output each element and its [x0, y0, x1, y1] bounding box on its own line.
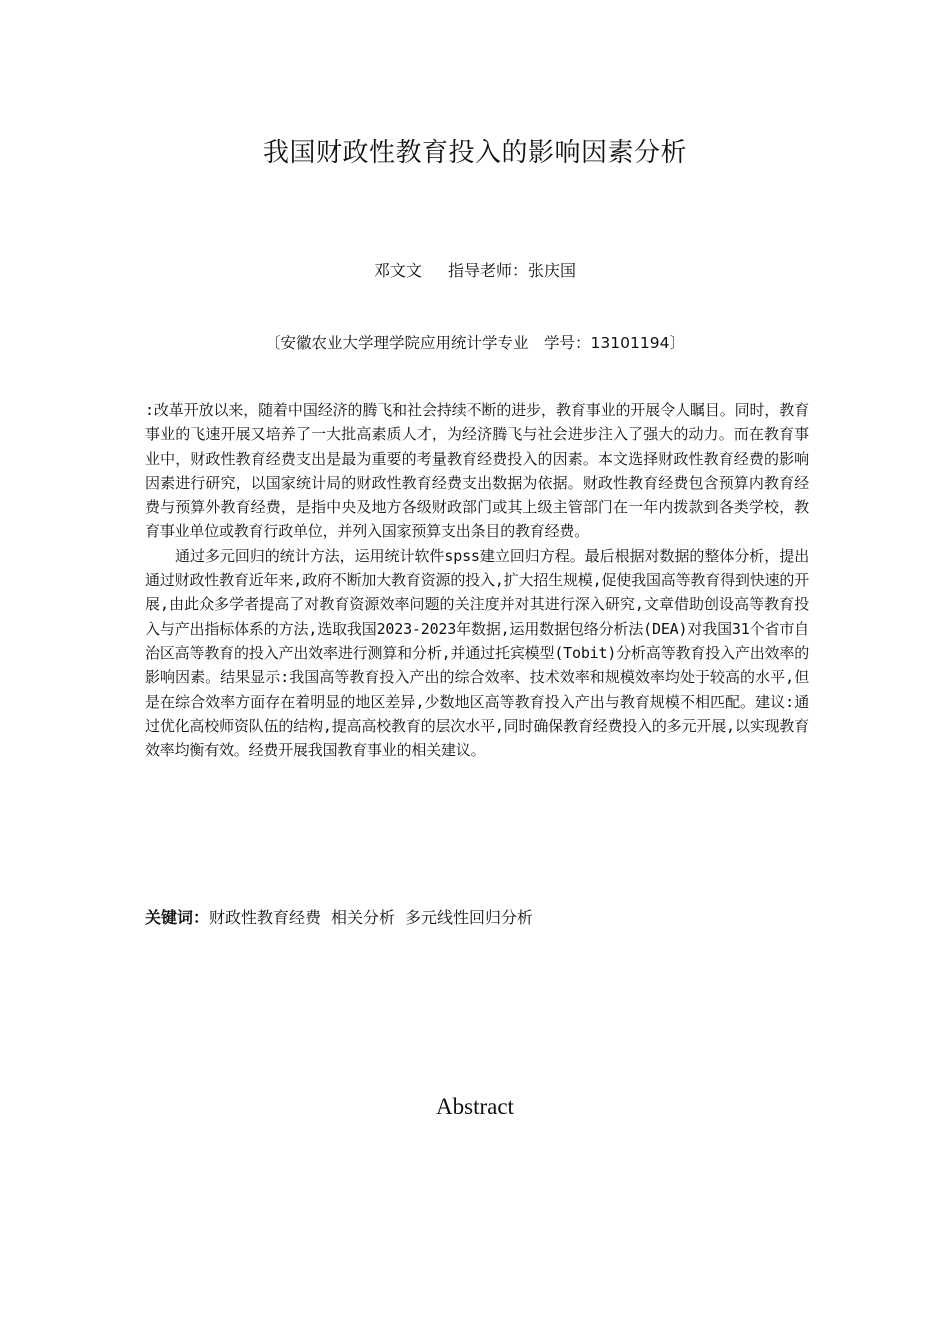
keywords-label: 关键词：	[145, 908, 210, 927]
author-line	[0, 258, 950, 281]
keywords-line	[145, 905, 809, 928]
advisor-name: 指导老师：张庆国	[448, 261, 577, 280]
abstract-heading: Abstract	[436, 1094, 514, 1119]
keyword: 多元线性回归分析	[405, 908, 534, 927]
keyword: 财政性教育经费	[209, 908, 322, 927]
author-name: 邓文文	[373, 261, 422, 280]
affiliation: 〔安徽农业大学理学院应用统计学专业 学号：13101194〕	[265, 334, 685, 352]
keyword: 相关分析	[331, 908, 396, 927]
paper-title: 我国财政性教育投入的影响因素分析	[262, 138, 687, 168]
abstract-body	[145, 398, 809, 762]
abstract-paragraph: 通过多元回归的统计方法，运用统计软件spss建立回归方程。最后根据对数据的整体分析，提出通过财政性教育近年来,政府不断加大教育资源的投入,扩大招生规模,促使我国高等教育得到快速的开展,由此众多学者提高了对教育资源效率问题的关注度并对其进行深入研究,文章借助创设高等教育投入与产出指标体系的方法,选取我国2023-2023年数据,运用数据包络分析法(DEA)对我国31个省市自治区高等教育的投入产出效率进行测算和分析,并通过托宾模型(Tobit)分析高等教育投入产出效率的影响因素。结果显示:我国高等教育投入产出的综合效率、技术效率和规模效率均处于较高的水平,但是在综合效率方面存在着明显的地区差异,少数地区高等教育投入产出与教育规模不相匹配。建议:通过优化高校师资队伍的结构,提高高校教育的层次水平,同时确保教育经费投入的多元开展,以实现教育效率均衡有效。经费开展我国教育事业的相关建议。	[145, 546, 809, 760]
abstract-paragraph: :改革开放以来，随着中国经济的腾飞和社会持续不断的进步，教育事业的开展令人瞩目。同时，教育事业的飞速开展又培养了一大批高素质人才，为经济腾飞与社会进步注入了强大的动力。而在教育事业中，财政性教育经费支出是最为重要的考量教育经费投入的因素。本文选择财政性教育经费的影响因素进行研究，以国家统计局的财政性教育经费支出数据为依据。财政性教育经费包含预算内教育经费与预算外教育经费，是指中央及地方各级财政部门或其上级主管部门在一年内拨款到各类学校，教育事业单位或教育行政单位，并列入国家预算支出条目的教育经费。	[145, 401, 809, 541]
